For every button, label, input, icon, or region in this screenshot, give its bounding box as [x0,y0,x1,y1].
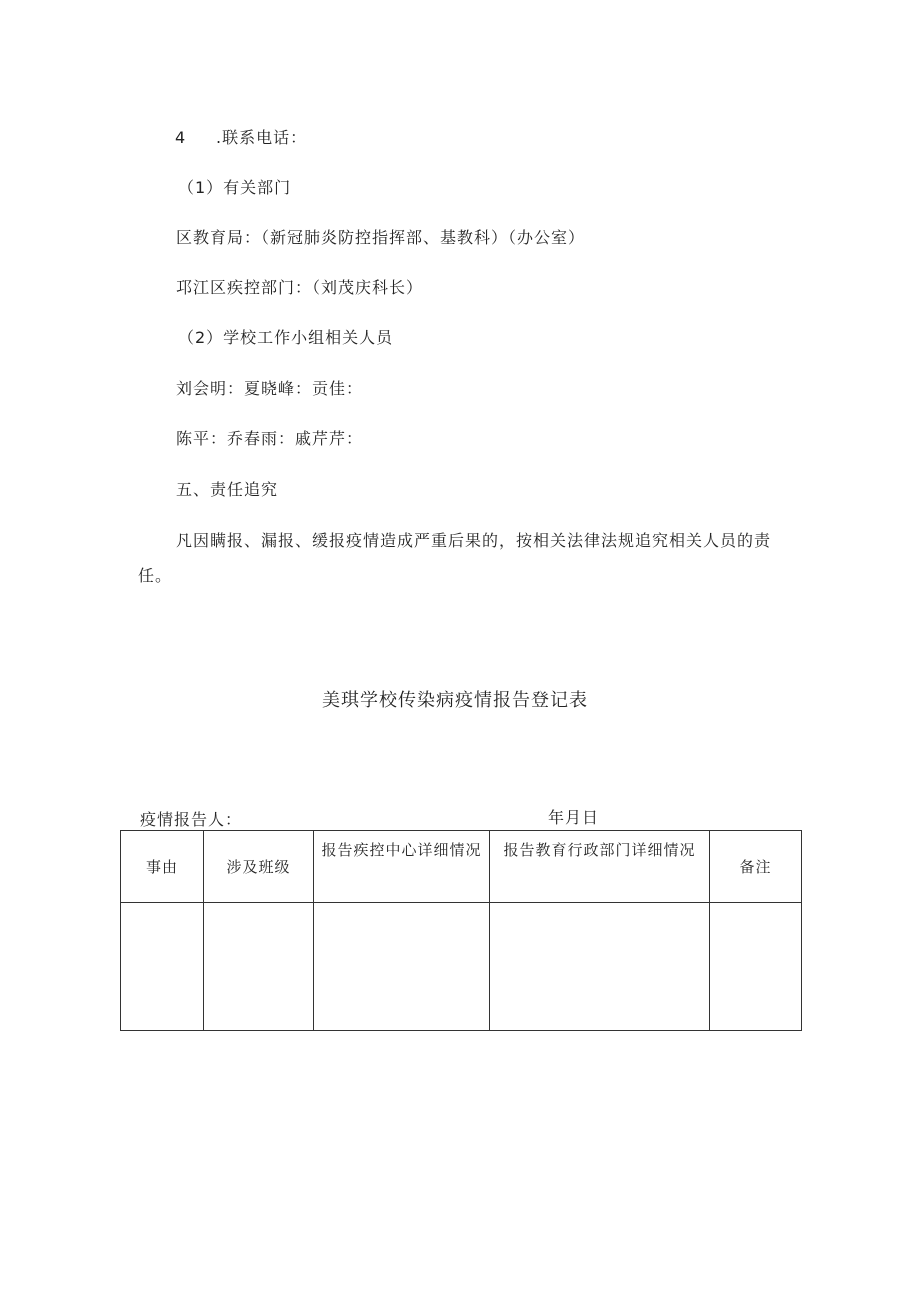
section5-heading: 五、责任追究 [176,480,279,499]
date-label: 年月日 [548,808,600,827]
header-cdc-report: 报告疾控中心详细情况 [314,831,490,903]
contact-education-bureau: 区教育局：（新冠肺炎防控指挥部、基教科）（办公室） [176,228,586,247]
reporter-label: 疫情报告人： [140,810,243,829]
contact-subheading-departments: （1）有关部门 [178,178,292,197]
section5-paragraph-line2: 任。 [138,566,173,585]
contact-subheading-school-team: （2）学校工作小组相关人员 [178,328,394,347]
table-row [121,903,802,1031]
header-education-report: 报告教育行政部门详细情况 [490,831,710,903]
section5-paragraph-line1: 凡因瞒报、漏报、缓报疫情造成严重后果的，按相关法律法规追究相关人员的责 [176,531,772,550]
contact-people-2: 陈平：乔春雨：戚芹芹： [176,429,364,448]
contact-people-1: 刘会明：夏晓峰：贡佳： [176,379,364,398]
cell-reason[interactable] [121,903,204,1031]
header-reason: 事由 [121,831,204,903]
registration-table [120,830,802,1031]
contact-cdc: 邛江区疾控部门：（刘茂庆科长） [176,278,424,297]
table-header-row [121,831,802,903]
form-title: 美琪学校传染病疫情报告登记表 [322,690,588,711]
cell-education-report[interactable] [490,903,710,1031]
cell-remarks[interactable] [710,903,802,1031]
contact-heading-number: 4 [175,128,187,147]
header-classes: 涉及班级 [204,831,314,903]
cell-cdc-report[interactable] [314,903,490,1031]
contact-heading: .联系电话： [216,128,308,147]
header-remarks: 备注 [710,831,802,903]
cell-classes[interactable] [204,903,314,1031]
